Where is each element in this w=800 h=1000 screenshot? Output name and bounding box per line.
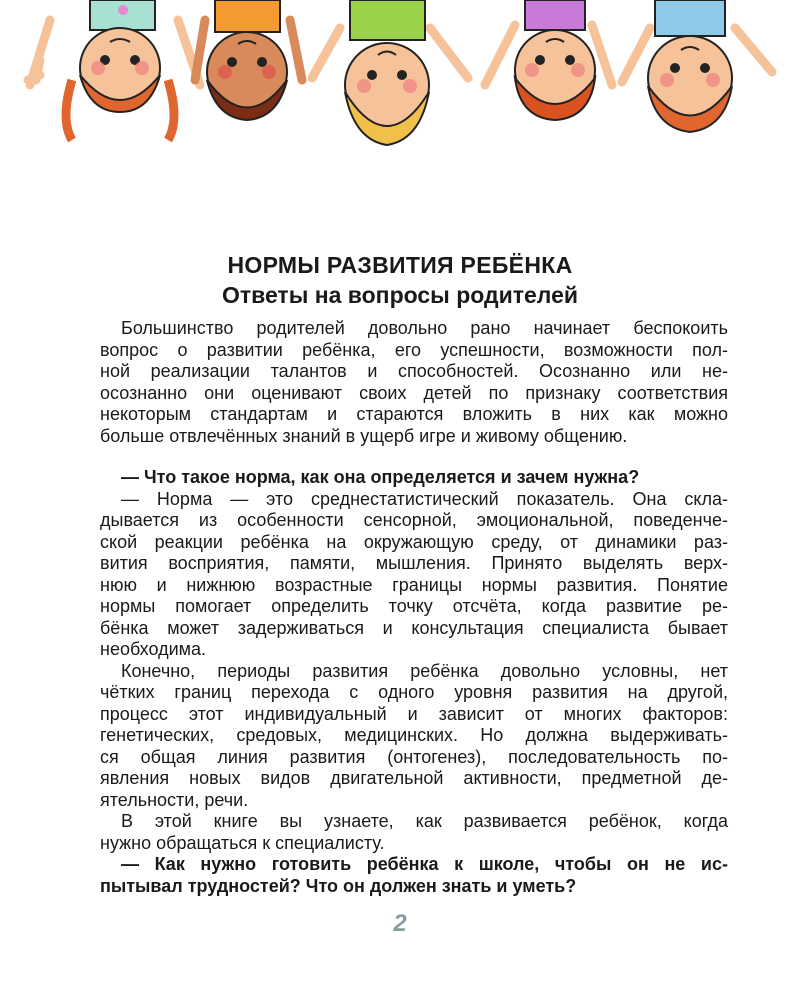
intro-paragraph bbox=[100, 318, 728, 447]
text-line: ятельности, речи. bbox=[100, 789, 249, 810]
text-line: ской реакции ребёнка на окружающую среду, от динамики раз- bbox=[100, 531, 728, 552]
text-line: бёнка может задерживаться и консультация специалиста бывает bbox=[100, 617, 728, 638]
page-subtitle: Ответы на вопросы родителей bbox=[221, 282, 579, 308]
text-line: вопрос о развитии ребёнка, его успешности, возможности пол- bbox=[100, 339, 728, 360]
text-line: ной реализации талантов и способностей. Осознанно или не- bbox=[100, 361, 728, 381]
answer-1-paragraph bbox=[100, 489, 728, 661]
child-girl-blue bbox=[622, 0, 772, 132]
text-line: процесс этот индивидуальный и зависит от многих факторов: bbox=[100, 703, 728, 724]
text-line: нормы помогает определить точку отсчёта, когда развитие ре- bbox=[100, 596, 728, 616]
question-1: — Что такое норма, как она определяется и зачем нужна? bbox=[121, 467, 640, 487]
paragraph-2 bbox=[100, 661, 728, 812]
section-heading bbox=[0, 250, 800, 310]
text-line: нужно обращаться к специалисту. bbox=[100, 832, 385, 853]
text-line: больше отвлечённых знаний в ущерб игре и живому общению. bbox=[100, 425, 628, 446]
text-line: чётких границ перехода с одного уровня развития на другой, bbox=[100, 682, 728, 702]
text-line: вития восприятия, памяти, мышления. Принято выделять верх- bbox=[100, 553, 728, 573]
text-line: Конечно, периоды развития ребёнка довольно условны, нет bbox=[121, 660, 728, 681]
child-girl-pink bbox=[485, 0, 612, 120]
question-2 bbox=[100, 854, 728, 897]
child-boy-blond bbox=[312, 0, 468, 145]
text-line: необходима. bbox=[100, 639, 207, 659]
child-boy-dark-hair bbox=[195, 0, 302, 120]
text-line: явления новых видов двигательной активности, предметной де- bbox=[100, 768, 728, 788]
text-line: — Норма — это среднестатистический показатель. Она скла- bbox=[121, 488, 728, 509]
text-line: генетических, средовых, медицинских. Но должна выдерживать- bbox=[100, 725, 728, 745]
text-line: нюю и нижнюю возрастные границы нормы развития. Понятие bbox=[100, 574, 728, 595]
text-line: дывается из особенности сенсорной, эмоциональной, поведенче- bbox=[100, 510, 728, 530]
text-line: — Как нужно готовить ребёнка к школе, чтобы он не ис- bbox=[121, 854, 728, 874]
text-line: пытывал трудностей? Что он должен знать и уметь? bbox=[100, 875, 577, 896]
article-body bbox=[100, 318, 728, 897]
text-line: осознанно они оценивают своих детей по признаку соответствия bbox=[100, 382, 728, 403]
text-line: некоторым стандартам и стараются вложить в них как можно bbox=[100, 404, 728, 424]
text-line: ся общая линия развития (онтогенез), последовательность по- bbox=[100, 746, 728, 767]
child-girl-braids bbox=[28, 0, 200, 140]
text-line: Большинство родителей довольно рано начинает беспокоить bbox=[121, 318, 728, 338]
page-number: 2 bbox=[393, 910, 407, 937]
text-line: В этой книге вы узнаете, как развивается ребёнок, когда bbox=[121, 811, 728, 831]
page-title: НОРМЫ РАЗВИТИЯ РЕБЁНКА bbox=[227, 252, 573, 278]
paragraph-3 bbox=[100, 811, 728, 854]
children-illustration bbox=[0, 0, 800, 175]
